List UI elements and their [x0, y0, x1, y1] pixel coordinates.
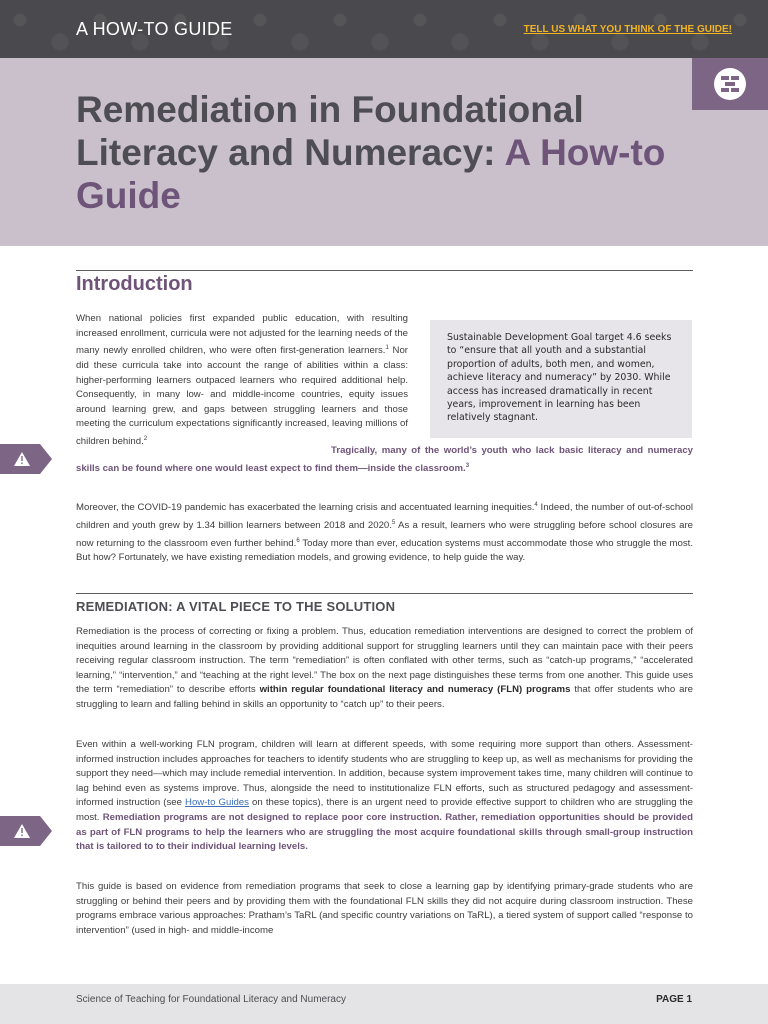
footer-org: Science of Teaching for Foundational Literacy and Numeracy [76, 994, 346, 1005]
intro-paragraph-2 [76, 498, 693, 566]
intro-highlight [76, 444, 693, 476]
section2-highlight-text: Remediation programs are not designed to replace poor core instruction. Rather, remediation opportunities should be provided as part of FLN programs to help the learners who are struggling the most acquire foundational skills through small-group instruction that is tailored to to their individual learning levels. [76, 811, 693, 853]
footnote-ref: 6 [296, 537, 300, 544]
badge-circle [714, 68, 746, 100]
section2-paragraph-3: This guide is based on evidence from remediation programs that seek to close a learning gap by identifying primary-grade students who are struggling or behind their peers and by providing them with the foundational FLN skills they did not acquire during classroom instruction. These programs embrace various approaches: Pratham’s TaRL (and specific country variations on TaRL), a tiered system of support called “response to intervention” (used in high- and middle-income [76, 881, 693, 936]
top-banner [0, 0, 768, 58]
intro-paragraph-1a [76, 312, 408, 450]
section2-p1-bold: within regular foundational literacy and numeracy (FLN) programs [259, 684, 571, 696]
intro-p2-text-a: Moreover, the COVID-19 pandemic has exacerbated the learning crisis and accentuated learning inequities. [76, 502, 535, 514]
feedback-link[interactable]: TELL US WHAT YOU THINK OF THE GUIDE! [523, 24, 732, 35]
bricks-icon [720, 75, 740, 93]
footnote-ref: 3 [465, 462, 470, 469]
footnote-ref: 1 [385, 345, 389, 352]
sdg-callout-box [430, 320, 692, 438]
page-number: PAGE 1 [656, 994, 692, 1005]
intro-p1-text-a: When national policies first expanded public education, with resulting increased enrollment, curricula were not adjusted for the learning needs of the many newly enrolled children, who were often first-generation learners. [76, 313, 408, 357]
intro-p2-text-b: Indeed, the number of out-of-school children and youth grew by 1.34 billion learners between 2018 and 2020. [76, 502, 693, 531]
section-divider [76, 593, 693, 594]
section-divider [76, 270, 693, 271]
footnote-ref: 2 [143, 435, 148, 442]
warning-icon [0, 816, 52, 846]
alert-flag [0, 816, 52, 846]
intro-highlight-text: Tragically, many of the world’s youth who lack basic literacy and numeracy skills can be found where one would least expect to find them—inside the classroom. [76, 445, 693, 474]
warning-icon [0, 444, 52, 474]
guide-label: A HOW-TO GUIDE [76, 19, 233, 39]
topic-badge [692, 58, 768, 110]
title-band [0, 58, 768, 246]
section2-p1-text-a: Remediation is the process of correcting or fixing a problem. Thus, education remediation interventions are designed to correct the problem of inequities around learning in the classroom by providing additional support for struggling learners until they can maintain pace with their peers receiving regular classroom instruction. The term “remediation” is often conflated with other terms, such as “catch-up programs,” “accelerated learning,” “intervention,” and “teaching at the right level.” The box on the next page distinguishes these terms from one another. This guide uses the term “remediation” to describe efforts [76, 626, 693, 696]
section2-heading: REMEDIATION: A VITAL PIECE TO THE SOLUTION [76, 599, 396, 614]
page-title [76, 88, 696, 217]
intro-heading: Introduction [76, 273, 193, 295]
footnote-ref: 4 [534, 502, 538, 508]
section2-p2-text-a: Even within a well-working FLN program, children will learn at different speeds, with some requiring more support than others. Assessment-informed instruction includes approaches for teachers to identify students who are struggling to keep up, as well as mechanisms for providing the support they need—which may include remedial intervention. In addition, because system improvement takes time, many children will continue to lag behind even as systems improve. Thus, alongside the need to institutionalize FLN efforts, such as structured pedagogy and assessment-informed instruction (see [76, 739, 693, 809]
how-to-guides-link[interactable]: How-to Guides [185, 797, 249, 809]
page-title-main: Remediation in Foundational Literacy and Numeracy: [76, 89, 584, 173]
intro-p1-text-b: Nor did these curricula take into account the range of abilities within a class: higher-performing learners outpaced learners who required additional help. Consequently, in many low- and middle-income countries, equity issues around learning grew, and gaps between struggling learners and those meeting the curriculum expectations significantly increased, leaving millions of children behind. [76, 345, 408, 448]
sdg-callout-text: Sustainable Development Goal target 4.6 seeks to “ensure that all youth and a substantial proportion of adults, both men, and women, achieve literacy and numeracy” by 2030. While access has increased dramatically in recent years, improvement in learning has been relatively stagnant. [447, 332, 672, 424]
section2-paragraph-2 [76, 738, 693, 855]
page-footer [0, 984, 768, 1024]
section2-paragraph-1 [76, 625, 693, 713]
footnote-ref: 5 [391, 519, 396, 526]
alert-flag [0, 444, 52, 474]
section2-p2-text-b: on these topics), there is an urgent need to provide effective support to children who are struggling the most. [76, 797, 694, 823]
intro-p2-text-d: Today more than ever, education systems must accommodate those who struggle the most. But how? Fortunately, we have existing remediation models, and growing evidence, to help guide the way. [76, 537, 694, 564]
page-title-accent: A How-to Guide [76, 132, 666, 216]
section2-p1-text-b: that offer students who are struggling to learn and falling behind in skills an opportunity to “catch up” to their peers. [76, 684, 693, 710]
intro-p2-text-c: As a result, learners who were struggling before school closures are now returning to the classroom even further behind. [76, 519, 693, 549]
